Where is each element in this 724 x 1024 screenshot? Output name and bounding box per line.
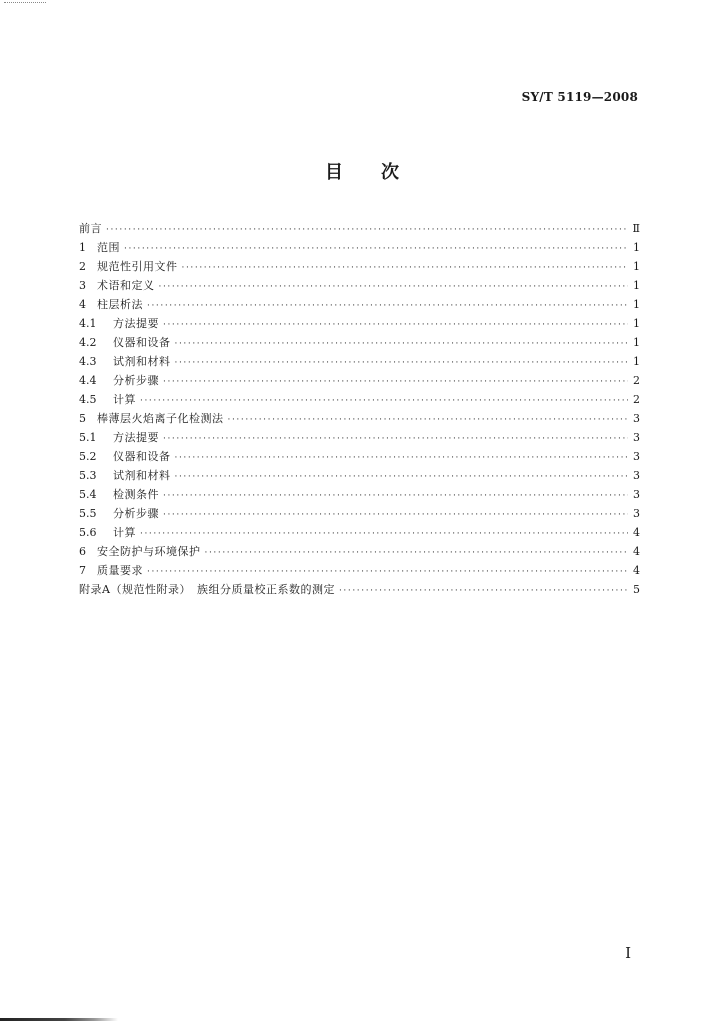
toc-entry[interactable] (79, 219, 640, 238)
toc-entry[interactable] (79, 542, 640, 561)
toc-entry-label: 方法提要 (113, 431, 159, 444)
toc-entry-number: 4.4 (79, 374, 97, 387)
toc-entry-number: 3 (79, 279, 86, 292)
toc-entry-label: 范围 (97, 241, 120, 254)
toc-entry-number: 5.6 (79, 526, 97, 539)
toc-entry-label: 方法提要 (113, 317, 159, 330)
toc-entry-label: 检测条件 (113, 488, 159, 501)
toc-entry-page: 3 (633, 412, 640, 425)
toc-entry-label: 仪器和设备 (113, 450, 171, 463)
toc-entry-number: 4.2 (79, 336, 97, 349)
toc-entry-page: 1 (633, 298, 640, 311)
toc-entry[interactable] (79, 314, 640, 333)
toc-entry-label: 规范性引用文件 (97, 260, 178, 273)
toc-entry-page: 4 (633, 545, 640, 558)
toc-list (79, 219, 640, 599)
toc-entry-number: 7 (79, 564, 86, 577)
document-code: SY/T 5119—2008 (521, 90, 638, 104)
toc-entry-page: 5 (633, 583, 640, 596)
toc-dot-leader (163, 506, 628, 525)
toc-entry[interactable] (79, 295, 640, 314)
toc-entry[interactable] (79, 257, 640, 276)
toc-entry[interactable] (79, 466, 640, 485)
toc-entry-page: 3 (633, 431, 640, 444)
toc-entry-number: 5.1 (79, 431, 97, 444)
toc-entry-number: 5.4 (79, 488, 97, 501)
toc-entry-number: 2 (79, 260, 86, 273)
toc-title: 目次 (325, 162, 437, 183)
toc-entry-label: 棒薄层火焰离子化检测法 (97, 412, 224, 425)
toc-entry-label: 计算 (113, 393, 136, 406)
toc-entry[interactable] (79, 447, 640, 466)
toc-entry[interactable] (79, 504, 640, 523)
toc-entry-label: 附录A（规范性附录） 族组分质量校正系数的测定 (79, 583, 335, 596)
toc-dot-leader (140, 525, 628, 544)
toc-dot-leader (339, 582, 628, 601)
toc-entry-label: 术语和定义 (97, 279, 155, 292)
toc-entry-page: 4 (633, 526, 640, 539)
toc-entry-page: 1 (633, 241, 640, 254)
scan-artifact-top (4, 2, 46, 4)
toc-dot-leader (175, 468, 629, 487)
toc-entry-label: 分析步骤 (113, 507, 159, 520)
toc-entry-label: 安全防护与环境保护 (97, 545, 201, 558)
toc-dot-leader (124, 240, 628, 259)
toc-entry[interactable] (79, 352, 640, 371)
toc-dot-leader (163, 430, 628, 449)
toc-dot-leader (182, 259, 629, 278)
toc-entry-number: 1 (79, 241, 86, 254)
toc-entry-label: 仪器和设备 (113, 336, 171, 349)
toc-entry-label: 分析步骤 (113, 374, 159, 387)
toc-entry-number: 5.2 (79, 450, 97, 463)
toc-entry-page: 2 (633, 393, 640, 406)
toc-entry-number: 4 (79, 298, 86, 311)
toc-dot-leader (106, 221, 628, 240)
toc-dot-leader (175, 354, 629, 373)
toc-entry[interactable] (79, 485, 640, 504)
toc-entry-page: 3 (633, 450, 640, 463)
toc-entry-page: 1 (633, 336, 640, 349)
toc-dot-leader (175, 335, 629, 354)
toc-dot-leader (147, 297, 628, 316)
toc-dot-leader (163, 487, 628, 506)
toc-dot-leader (175, 449, 629, 468)
toc-entry[interactable] (79, 390, 640, 409)
toc-entry-label: 试剂和材料 (113, 355, 171, 368)
toc-entry[interactable] (79, 238, 640, 257)
toc-entry-page: 1 (633, 317, 640, 330)
toc-entry-number: 6 (79, 545, 86, 558)
toc-entry-page: 1 (633, 279, 640, 292)
toc-entry[interactable] (79, 428, 640, 447)
toc-entry[interactable] (79, 409, 640, 428)
toc-entry-number: 5.3 (79, 469, 97, 482)
scan-artifact-bottom (0, 1018, 118, 1021)
toc-entry-number: 4.1 (79, 317, 97, 330)
toc-dot-leader (163, 316, 628, 335)
toc-entry-label: 试剂和材料 (113, 469, 171, 482)
toc-entry[interactable] (79, 523, 640, 542)
toc-entry-number: 5 (79, 412, 86, 425)
toc-entry-label: 前言 (79, 222, 102, 235)
toc-entry[interactable] (79, 371, 640, 390)
toc-entry-number: 4.5 (79, 393, 97, 406)
toc-entry-label: 柱层析法 (97, 298, 143, 311)
toc-entry-page: 2 (633, 374, 640, 387)
toc-entry-page: 3 (633, 469, 640, 482)
toc-entry-page: 1 (633, 260, 640, 273)
toc-entry-label: 质量要求 (97, 564, 143, 577)
toc-entry-page: 3 (633, 488, 640, 501)
toc-entry[interactable] (79, 333, 640, 352)
toc-entry[interactable] (79, 561, 640, 580)
toc-entry-page: 3 (633, 507, 640, 520)
toc-entry[interactable] (79, 580, 640, 599)
page-number: Ⅰ (625, 944, 631, 962)
toc-entry-page: 4 (633, 564, 640, 577)
toc-dot-leader (163, 373, 628, 392)
toc-entry-number: 5.5 (79, 507, 97, 520)
toc-dot-leader (205, 544, 629, 563)
toc-dot-leader (159, 278, 629, 297)
toc-entry-page: Ⅱ (632, 222, 640, 235)
toc-dot-leader (228, 411, 629, 430)
toc-entry-label: 计算 (113, 526, 136, 539)
toc-entry[interactable] (79, 276, 640, 295)
toc-entry-page: 1 (633, 355, 640, 368)
toc-entry-number: 4.3 (79, 355, 97, 368)
